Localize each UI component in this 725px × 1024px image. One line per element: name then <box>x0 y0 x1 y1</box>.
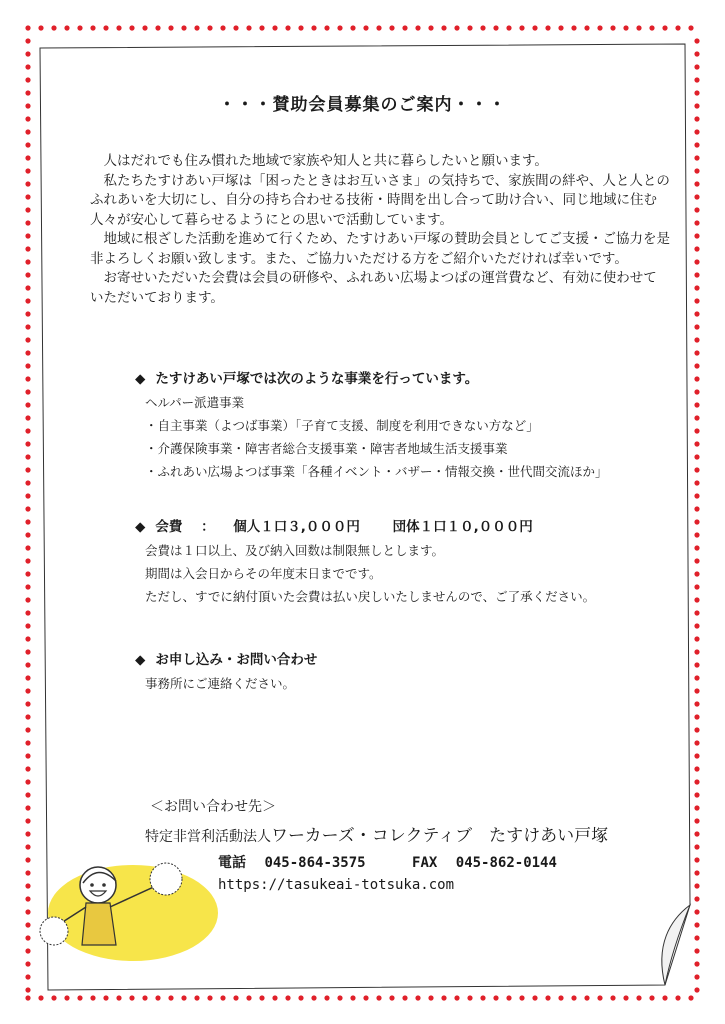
border-dot <box>694 805 699 810</box>
border-dot <box>129 995 134 1000</box>
border-dot <box>694 480 699 485</box>
border-dot <box>571 995 576 1000</box>
border-dot <box>311 25 316 30</box>
list-item: 事務所にご連絡ください。 <box>145 676 296 691</box>
border-dot <box>25 493 30 498</box>
intro-paragraph: 人はだれでも住み慣れた地域で家族や知人と共に暮らしたいと願います。 <box>103 153 548 169</box>
contact-block <box>145 796 665 893</box>
border-dot <box>415 25 420 30</box>
border-dot <box>694 402 699 407</box>
border-dot <box>337 995 342 1000</box>
border-dot <box>506 25 511 30</box>
fee-group: 団体１口１０,０００円 <box>392 519 533 535</box>
border-dot <box>694 649 699 654</box>
list-item: 期間は入会日からその年度末日までです。 <box>145 566 382 581</box>
border-dot <box>662 25 667 30</box>
border-dot <box>694 870 699 875</box>
border-dot <box>694 909 699 914</box>
business-section <box>135 368 675 483</box>
border-dot <box>25 233 30 238</box>
border-dot <box>694 428 699 433</box>
border-dot <box>25 649 30 654</box>
border-dot <box>623 995 628 1000</box>
list-item: 会費は１口以上、及び納入回数は制限無しとします。 <box>145 543 445 558</box>
border-dot <box>142 25 147 30</box>
border-dot <box>389 995 394 1000</box>
border-dot <box>194 995 199 1000</box>
border-dot <box>610 995 615 1000</box>
border-dot <box>25 376 30 381</box>
border-dot <box>694 155 699 160</box>
border-dot <box>25 818 30 823</box>
border-dot <box>25 324 30 329</box>
border-dot <box>636 995 641 1000</box>
border-dot <box>181 25 186 30</box>
border-dot <box>694 519 699 524</box>
border-dot <box>25 363 30 368</box>
border-dot <box>584 25 589 30</box>
website-link[interactable]: https://tasukeai-totsuka.com <box>218 877 455 893</box>
border-dot <box>454 995 459 1000</box>
border-dot <box>168 25 173 30</box>
border-dot <box>519 995 524 1000</box>
border-dot <box>194 25 199 30</box>
border-dot <box>363 995 368 1000</box>
border-dot <box>694 298 699 303</box>
border-dot <box>311 995 316 1000</box>
border-dot <box>25 844 30 849</box>
border-dot <box>467 995 472 1000</box>
border-dot <box>428 25 433 30</box>
border-dot <box>694 701 699 706</box>
border-dot <box>25 675 30 680</box>
border-dot <box>675 25 680 30</box>
border-dot <box>298 995 303 1000</box>
border-dot <box>545 25 550 30</box>
border-dot <box>688 995 693 1000</box>
border-dot <box>694 116 699 121</box>
border-dot <box>38 25 43 30</box>
border-dot <box>220 25 225 30</box>
border-dot <box>694 324 699 329</box>
border-dot <box>694 727 699 732</box>
border-dot <box>25 142 30 147</box>
border-dot <box>181 995 186 1000</box>
border-dot <box>25 857 30 862</box>
border-dot <box>415 995 420 1000</box>
border-dot <box>25 116 30 121</box>
border-dot <box>694 415 699 420</box>
border-dot <box>532 995 537 1000</box>
diamond-icon: ◆ <box>135 519 146 535</box>
border-dot <box>694 831 699 836</box>
fee-section <box>135 516 675 608</box>
border-dot <box>155 995 160 1000</box>
border-dot <box>272 25 277 30</box>
border-dot <box>168 995 173 1000</box>
intro-paragraph: 地域に根ざした活動を進めて行くため、たすけあい戸塚の賛助会員としてご支援・ご協力を是非よろしくお願い致します。また、ご協力いただける方をご紹介いただければ幸いです。 <box>90 231 670 267</box>
border-dot <box>694 220 699 225</box>
border-dot <box>694 584 699 589</box>
border-dot <box>155 25 160 30</box>
border-dot <box>25 25 30 30</box>
border-dot <box>662 995 667 1000</box>
border-dot <box>64 995 69 1000</box>
border-dot <box>25 415 30 420</box>
border-dot <box>25 558 30 563</box>
border-dot <box>694 636 699 641</box>
border-dot <box>694 571 699 576</box>
business-heading: ◆ たすけあい戸塚では次のような事業を行っています。 <box>135 371 479 387</box>
border-dot <box>694 896 699 901</box>
border-dot <box>324 995 329 1000</box>
border-dot <box>694 207 699 212</box>
border-dot <box>25 987 30 992</box>
border-dot <box>428 995 433 1000</box>
border-dot <box>25 883 30 888</box>
border-dot <box>25 467 30 472</box>
border-dot <box>25 129 30 134</box>
border-dot <box>454 25 459 30</box>
border-dot <box>694 272 699 277</box>
border-dot <box>246 995 251 1000</box>
border-dot <box>694 259 699 264</box>
border-dot <box>25 532 30 537</box>
border-dot <box>25 688 30 693</box>
border-dot <box>25 584 30 589</box>
border-dot <box>350 995 355 1000</box>
border-dot <box>25 428 30 433</box>
border-dot <box>376 25 381 30</box>
list-item: ・介護保険事業・障害者総合支援事業・障害者地域生活支援事業 <box>145 441 508 456</box>
border-dot <box>25 155 30 160</box>
border-dot <box>694 454 699 459</box>
border-dot <box>25 753 30 758</box>
intro-paragraph: お寄せいただいた会費は会員の研修や、ふれあい広場よつばの運営費など、有効に使わせていただいております。 <box>90 270 657 306</box>
border-dot <box>51 995 56 1000</box>
border-dot <box>694 610 699 615</box>
border-dot <box>142 995 147 1000</box>
border-dot <box>25 64 30 69</box>
border-dot <box>25 974 30 979</box>
border-dot <box>25 51 30 56</box>
border-dot <box>337 25 342 30</box>
border-dot <box>694 181 699 186</box>
border-dot <box>246 25 251 30</box>
border-dot <box>649 25 654 30</box>
border-dot <box>694 168 699 173</box>
border-dot <box>25 454 30 459</box>
border-dot <box>77 995 82 1000</box>
border-dot <box>25 337 30 342</box>
border-dot <box>694 311 699 316</box>
border-dot <box>25 207 30 212</box>
border-dot <box>25 922 30 927</box>
border-dot <box>688 25 693 30</box>
border-dot <box>597 995 602 1000</box>
apply-section <box>135 649 675 695</box>
border-dot <box>25 272 30 277</box>
border-dot <box>77 25 82 30</box>
border-dot <box>25 701 30 706</box>
border-dot <box>694 623 699 628</box>
border-dot <box>694 662 699 667</box>
page-curl-icon <box>662 905 690 985</box>
list-item: ・自主事業（よつば事業）「子育て支援、制度を利用できない方など」 <box>145 418 539 433</box>
border-dot <box>25 995 30 1000</box>
border-dot <box>25 181 30 186</box>
border-dot <box>441 25 446 30</box>
border-dot <box>25 961 30 966</box>
border-dot <box>694 467 699 472</box>
border-dot <box>25 220 30 225</box>
border-dot <box>25 311 30 316</box>
border-dot <box>694 883 699 888</box>
border-dot <box>694 779 699 784</box>
border-dot <box>694 597 699 602</box>
border-dot <box>90 25 95 30</box>
border-dot <box>694 77 699 82</box>
border-dot <box>25 662 30 667</box>
diamond-icon: ◆ <box>135 652 146 668</box>
border-dot <box>207 25 212 30</box>
border-dot <box>116 995 121 1000</box>
border-dot <box>694 558 699 563</box>
border-dot <box>25 896 30 901</box>
border-dot <box>694 844 699 849</box>
border-dot <box>25 935 30 940</box>
border-dot <box>694 857 699 862</box>
border-dot <box>25 298 30 303</box>
border-dot <box>480 995 485 1000</box>
border-dot <box>285 995 290 1000</box>
border-dot <box>694 818 699 823</box>
border-dot <box>25 792 30 797</box>
list-item: ヘルパー派遣事業 <box>145 395 245 410</box>
border-dot <box>597 25 602 30</box>
border-dot <box>25 389 30 394</box>
border-dot <box>103 995 108 1000</box>
border-dot <box>694 935 699 940</box>
border-dot <box>25 506 30 511</box>
border-dot <box>259 995 264 1000</box>
border-dot <box>694 766 699 771</box>
border-dot <box>376 995 381 1000</box>
border-dot <box>610 25 615 30</box>
border-dot <box>402 995 407 1000</box>
list-item: ただし、すでに納付頂いた会費は払い戻しいたしませんので、ご了承ください。 <box>145 589 596 604</box>
border-dot <box>116 25 121 30</box>
border-dot <box>694 987 699 992</box>
border-dot <box>694 961 699 966</box>
border-dot <box>694 38 699 43</box>
border-dot <box>25 727 30 732</box>
border-dot <box>506 995 511 1000</box>
border-dot <box>25 805 30 810</box>
border-dot <box>25 350 30 355</box>
apply-heading: ◆ お申し込み・お問い合わせ <box>135 652 318 668</box>
border-dot <box>694 974 699 979</box>
border-dot <box>694 532 699 537</box>
border-dot <box>493 25 498 30</box>
border-dot <box>324 25 329 30</box>
border-dot <box>402 25 407 30</box>
diamond-icon: ◆ <box>135 371 146 387</box>
list-item: ・ふれあい広場よつば事業「各種イベント・バザー・情報交換・世代間交流ほか」 <box>145 464 608 479</box>
border-dot <box>545 995 550 1000</box>
border-dot <box>694 142 699 147</box>
border-dot <box>25 948 30 953</box>
border-dot <box>259 25 264 30</box>
border-dot <box>694 285 699 290</box>
border-dot <box>389 25 394 30</box>
border-dot <box>25 259 30 264</box>
border-dot <box>25 77 30 82</box>
border-dot <box>25 38 30 43</box>
border-dot <box>51 25 56 30</box>
intro-text <box>90 152 670 308</box>
border-dot <box>25 285 30 290</box>
border-dot <box>25 831 30 836</box>
intro-paragraph: 私たちたすけあい戸塚は「困ったときはお互いさま」の気持ちで、家族間の絆や、人と人とのふれあいを大切にし、自分の持ち合わせる技術・時間を出し合って助け合い、同じ地域に住む人々が安心して暮らせるようにとの思いで活動しています。 <box>90 172 670 228</box>
fax-number: 045-862-0144 <box>455 855 557 871</box>
page-title: ・・・賛助会員募集のご案内・・・ <box>218 95 507 115</box>
border-dot <box>694 922 699 927</box>
border-dot <box>480 25 485 30</box>
border-dot <box>25 194 30 199</box>
border-dot <box>90 995 95 1000</box>
border-dot <box>584 995 589 1000</box>
border-dot <box>636 25 641 30</box>
border-dot <box>25 740 30 745</box>
border-dot <box>220 995 225 1000</box>
border-dot <box>694 337 699 342</box>
border-dot <box>467 25 472 30</box>
border-dot <box>272 995 277 1000</box>
border-dot <box>694 714 699 719</box>
border-dot <box>519 25 524 30</box>
border-dot <box>694 363 699 368</box>
border-dot <box>25 597 30 602</box>
border-dot <box>694 792 699 797</box>
organization-name: 特定非営利活動法人ワーカーズ・コレクティブ たすけあい戸塚 <box>145 826 609 846</box>
phone-number: 045-864-3575 <box>264 855 366 871</box>
border-dot <box>558 25 563 30</box>
border-dot <box>694 129 699 134</box>
border-dot <box>25 519 30 524</box>
contact-label: ＜お問い合わせ先＞ <box>150 799 276 815</box>
border-dot <box>363 25 368 30</box>
border-dot <box>25 168 30 173</box>
border-dot <box>441 995 446 1000</box>
border-dot <box>25 623 30 628</box>
border-dot <box>694 506 699 511</box>
border-dot <box>649 995 654 1000</box>
border-dot <box>694 740 699 745</box>
border-dot <box>694 753 699 758</box>
border-dot <box>675 995 680 1000</box>
fee-heading: ◆ 会費 ： 個人１口３,０００円 団体１口１０,０００円 <box>135 519 533 535</box>
border-dot <box>694 376 699 381</box>
border-dot <box>25 714 30 719</box>
border-dot <box>571 25 576 30</box>
border-dot <box>694 675 699 680</box>
border-dot <box>694 350 699 355</box>
border-dot <box>694 441 699 446</box>
border-dot <box>298 25 303 30</box>
fee-individual: 個人１口３,０００円 <box>233 519 360 535</box>
border-dot <box>694 493 699 498</box>
border-dot <box>694 64 699 69</box>
border-dot <box>25 636 30 641</box>
phone-fax-line: 電話 045-864-3575 FAX 045-862-0144 <box>218 855 557 871</box>
border-dot <box>694 51 699 56</box>
border-dot <box>64 25 69 30</box>
border-dot <box>25 246 30 251</box>
border-dot <box>623 25 628 30</box>
border-dot <box>694 233 699 238</box>
border-dot <box>129 25 134 30</box>
border-dot <box>694 389 699 394</box>
border-dot <box>25 870 30 875</box>
border-dot <box>233 25 238 30</box>
border-dot <box>233 995 238 1000</box>
border-dot <box>25 480 30 485</box>
border-dot <box>25 441 30 446</box>
border-dot <box>532 25 537 30</box>
border-dot <box>207 995 212 1000</box>
border-dot <box>25 909 30 914</box>
border-dot <box>694 545 699 550</box>
border-dot <box>103 25 108 30</box>
border-dot <box>25 610 30 615</box>
border-dot <box>694 194 699 199</box>
border-dot <box>285 25 290 30</box>
border-dot <box>694 948 699 953</box>
border-dot <box>558 995 563 1000</box>
border-dot <box>25 402 30 407</box>
border-dot <box>38 995 43 1000</box>
border-dot <box>350 25 355 30</box>
border-dot <box>25 545 30 550</box>
border-dot <box>25 779 30 784</box>
border-dot <box>25 766 30 771</box>
border-dot <box>25 571 30 576</box>
border-dot <box>694 688 699 693</box>
border-dot <box>493 995 498 1000</box>
border-dot <box>694 246 699 251</box>
